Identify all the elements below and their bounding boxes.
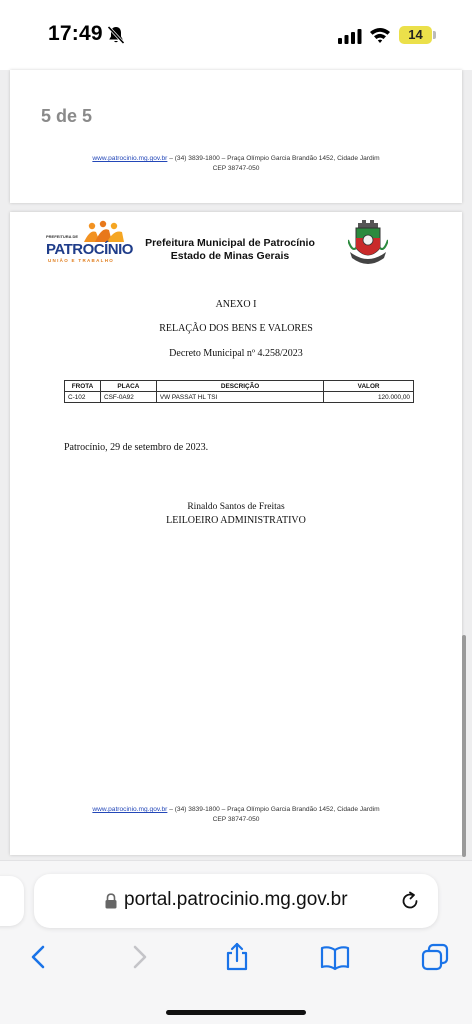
cell-placa: CSF-0A92: [100, 392, 156, 403]
footer-link[interactable]: www.patrocinio.mg.gov.br: [92, 806, 168, 813]
pdf-viewer[interactable]: [0, 70, 472, 860]
previous-tab-peek[interactable]: [0, 876, 24, 926]
footer-cep: CEP 38747-050: [212, 165, 260, 172]
decree-line: Decreto Municipal nº 4.258/2023: [169, 348, 303, 359]
scrollbar[interactable]: [462, 635, 466, 857]
bookmarks-icon[interactable]: [320, 942, 350, 972]
brand-small-text: PREFEITURA DE: [46, 234, 79, 239]
col-valor: VALOR: [324, 381, 414, 392]
status-time: 17:49: [48, 22, 103, 45]
url-text[interactable]: portal.patrocinio.mg.gov.br: [124, 889, 348, 910]
annex-title: ANEXO I: [215, 299, 257, 310]
page-footer: [10, 805, 462, 825]
table-row: [65, 392, 414, 403]
bell-slash-icon: [106, 25, 126, 45]
browser-toolbar: [0, 860, 472, 1024]
signal-icon: [338, 28, 362, 44]
pdf-page-current: [10, 212, 462, 855]
goods-table: [64, 380, 414, 403]
status-bar: [0, 0, 472, 70]
col-placa: PLACA: [100, 381, 156, 392]
wifi-icon: [369, 26, 391, 44]
cell-frota: C-102: [65, 392, 101, 403]
table-header-row: [65, 381, 414, 392]
pdf-page-previous: [10, 70, 462, 203]
cell-descricao: VW PASSAT HL TSI: [156, 392, 323, 403]
relation-title: RELAÇÃO DOS BENS E VALORES: [159, 323, 313, 334]
col-descricao: DESCRIÇÃO: [156, 381, 323, 392]
tabs-icon[interactable]: [420, 942, 450, 972]
letterhead-title-line2: Estado de Minas Gerais: [170, 250, 290, 262]
col-frota: FROTA: [65, 381, 101, 392]
date-line: Patrocínio, 29 de setembro de 2023.: [64, 442, 209, 453]
cell-valor: 120.000,00: [324, 392, 414, 403]
home-indicator[interactable]: [166, 1010, 306, 1015]
back-icon[interactable]: [24, 942, 54, 972]
municipal-crest-icon: [348, 218, 388, 270]
footer-address: – (34) 3839-1800 – Praça Olímpio Garcia Brandão 1452, Cidade Jardim: [167, 155, 380, 162]
signer-role: LEILOEIRO ADMINISTRATIVO: [166, 515, 306, 526]
page-indicator: 5 de 5: [41, 106, 93, 126]
reload-icon[interactable]: [399, 890, 421, 912]
patrocinio-logo: [46, 220, 133, 270]
footer-link[interactable]: www.patrocinio.mg.gov.br: [92, 155, 168, 162]
signer-name: Rinaldo Santos de Freitas: [187, 502, 285, 512]
footer-cep: CEP 38747-050: [212, 816, 260, 823]
letterhead-title: [130, 237, 330, 263]
letterhead-title-line1: Prefeitura Municipal de Patrocínio: [145, 237, 315, 249]
battery-icon: 14: [399, 26, 432, 44]
share-icon[interactable]: [222, 942, 252, 972]
brand-name: PATROCÍNIO: [46, 241, 133, 258]
address-bar[interactable]: [34, 874, 438, 928]
battery-cap: [433, 31, 436, 39]
lock-icon: [104, 893, 118, 909]
footer-address: – (34) 3839-1800 – Praça Olímpio Garcia Brandão 1452, Cidade Jardim: [167, 806, 380, 813]
page-footer: [10, 154, 462, 174]
forward-icon[interactable]: [124, 942, 154, 972]
brand-tagline: UNIÃO E TRABALHO: [48, 258, 115, 263]
